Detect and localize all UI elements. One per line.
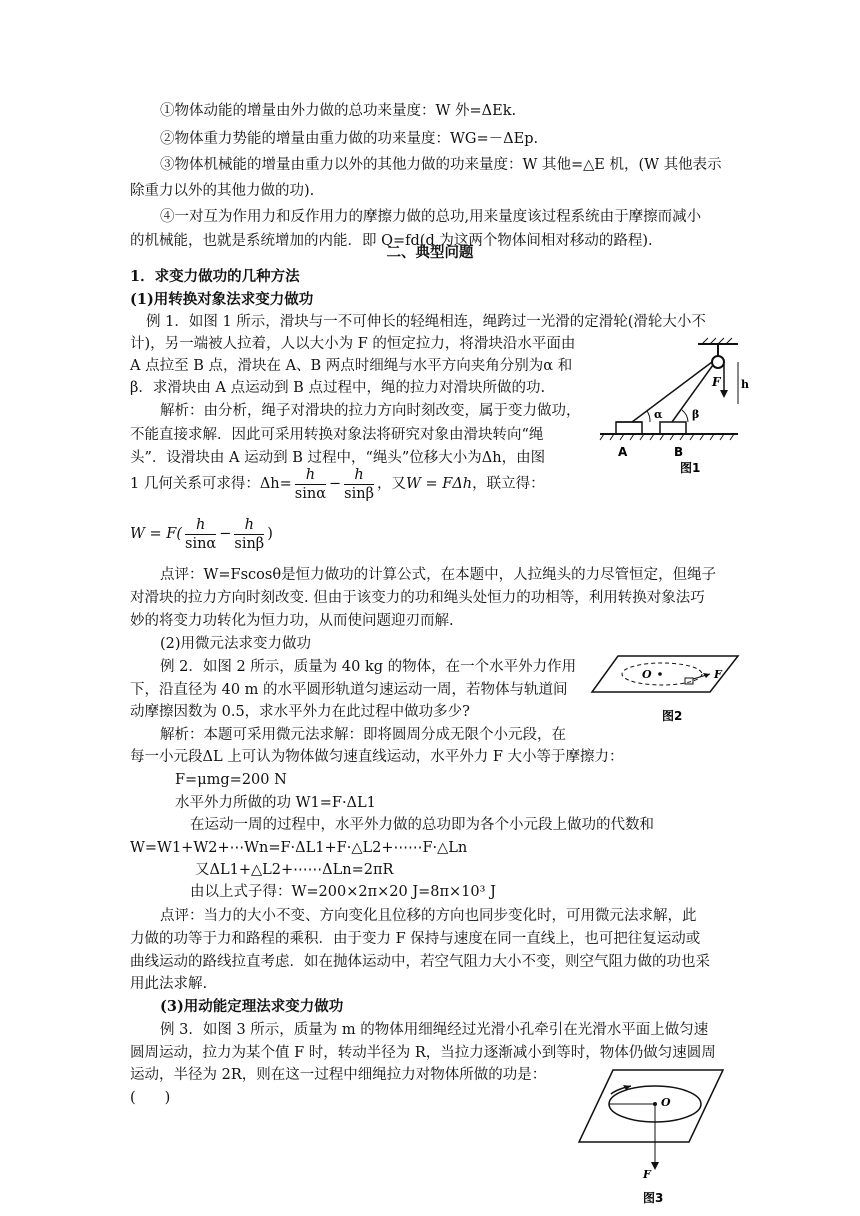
text-line: 曲线运动的路线拉直考虑．如在抛体运动中，若空气阻力大小不变，则空气阻力做的功也采 bbox=[130, 954, 710, 970]
numerator: h bbox=[234, 516, 264, 535]
minus: − bbox=[219, 526, 232, 542]
text: ) bbox=[267, 526, 273, 542]
numerator: h bbox=[185, 516, 216, 535]
text-line: 下，沿直径为 40 m 的水平圆形轨道匀速运动一周，若物体与轨道间 bbox=[130, 682, 568, 698]
heading: (1)用转换对象法求变力做功 bbox=[130, 291, 314, 308]
denominator: sinα bbox=[185, 535, 217, 552]
fig2-label-f: F bbox=[714, 668, 722, 681]
text-line: 计)，另一端被人拉着，人以大小为 F 的恒定拉力，将滑块沿水平面由 bbox=[130, 336, 576, 352]
text-line: 运动，半径为 2R，则在这一过程中细绳拉力对物体所做的功是： bbox=[130, 1067, 547, 1083]
heading: (3)用动能定理法求变力做功 bbox=[160, 998, 344, 1015]
fig1-label-f: F bbox=[712, 375, 721, 389]
fig1-label-h: h bbox=[741, 378, 749, 391]
text-line: 解析：由分析，绳子对滑块的拉力方向时刻改变，属于变力做功， bbox=[160, 403, 581, 419]
text-line: 妙的将变力功转化为恒力功，从而使问题迎刃而解. bbox=[130, 613, 454, 629]
equation: W = FΔh bbox=[405, 476, 473, 492]
text-line: ( ) bbox=[130, 1090, 171, 1106]
fig1-label-beta: β bbox=[692, 408, 700, 421]
equation-line bbox=[130, 512, 730, 556]
text-line: 水平外力所做的功 W1=F·ΔL1 bbox=[175, 795, 376, 811]
text: 1 几何关系可求得：Δh= bbox=[130, 476, 292, 492]
fig1-label-a: A bbox=[618, 445, 628, 459]
text-line: 的机械能，也就是系统增加的内能．即 Q=fd(d 为这两个物体间相对移动的路程). bbox=[130, 233, 653, 249]
heading: 1．求变力做功的几种方法 bbox=[130, 268, 300, 285]
text-line: 又ΔL1+△L2+⋯⋯ΔLn=2πR bbox=[195, 862, 394, 878]
fraction bbox=[185, 516, 216, 553]
text-line: 力做的功等于力和路程的乘积．由于变力 F 保持与速度在同一直线上，也可把往复运动或 bbox=[130, 931, 701, 947]
fig1-label-b: B bbox=[674, 445, 684, 459]
fraction bbox=[295, 466, 326, 503]
figure-1-pulley-diagram bbox=[598, 338, 749, 478]
text-line: 用此法求解. bbox=[130, 976, 208, 992]
fig3-label-f: F bbox=[643, 1168, 651, 1181]
text-line: W=W1+W2+⋯Wn=F·ΔL1+F·△L2+⋯⋯F·△Ln bbox=[130, 840, 468, 856]
fig2-label-o: O bbox=[642, 668, 652, 681]
fig3-caption: 图3 bbox=[643, 1191, 664, 1205]
text-line: ①物体动能的增量由外力做的总功来量度：W 外=ΔEk. bbox=[160, 103, 517, 119]
figure-2-circular-track bbox=[590, 648, 740, 726]
text-line: 不能直接求解．因此可采用转换对象法将研究对象由滑块转向“绳 bbox=[130, 427, 544, 443]
text-line: 例 3．如图 3 所示，质量为 m 的物体用细绳经过光滑小孔牵引在光滑水平面上做匀速 bbox=[160, 1022, 709, 1038]
text-line: ③物体机械能的增量由重力以外的其他力做的功来量度：W 其他=△E 机，(W 其他表示 bbox=[160, 157, 722, 173]
section-title: 二、典型问题 bbox=[386, 244, 474, 261]
denominator: sinβ bbox=[234, 535, 265, 552]
text-line: 动摩擦因数为 0.5，求水平外力在此过程中做功多少? bbox=[130, 704, 470, 720]
text-line: 点评：当力的大小不变、方向变化且位移的方向也同步变化时，可用微元法求解，此 bbox=[160, 908, 697, 924]
text-line: 圆周运动，拉力为某个值 F 时，转动半径为 R，当拉力逐渐减小到等时，物体仍做匀速圆周 bbox=[130, 1045, 716, 1061]
minus: − bbox=[329, 476, 342, 492]
text-line: ②物体重力势能的增量由重力做的功来量度：WG=－ΔEp. bbox=[160, 131, 539, 147]
text-line: 除重力以外的其他力做的功). bbox=[130, 183, 315, 199]
fraction bbox=[234, 516, 264, 553]
heading: (2)用微元法求变力做功 bbox=[160, 636, 312, 652]
text-line: 例 1．如图 1 所示，滑块与一不可伸长的轻绳相连，绳跨过一光滑的定滑轮(滑轮大小不 bbox=[146, 314, 706, 330]
text-line: F=μmg=200 N bbox=[175, 772, 287, 788]
figure-3-hole-circle bbox=[577, 1066, 727, 1216]
numerator: h bbox=[295, 466, 326, 485]
denominator: sinα bbox=[294, 485, 327, 502]
text-line: 点评：W=Fscosθ是恒力做功的计算公式，在本题中，人拉绳头的力尽管恒定，但绳子 bbox=[160, 567, 717, 583]
fig3-label-o: O bbox=[661, 1096, 671, 1109]
text-line: 在运动一周的过程中，水平外力做的总功即为各个小元段上做功的代数和 bbox=[190, 817, 654, 833]
text-line: 对滑块的拉力方向时刻改变. 但由于该变力的功和绳头处恒力的功相等，利用转换对象法巧 bbox=[130, 590, 705, 606]
numerator: h bbox=[344, 466, 374, 485]
text: ，又 bbox=[376, 476, 406, 492]
text-line: β．求滑块由 A 点运动到 B 点过程中，绳的拉力对滑块所做的功. bbox=[130, 380, 546, 396]
fraction bbox=[344, 466, 374, 503]
text-line: 例 2．如图 2 所示，质量为 40 kg 的物体，在一个水平外力作用 bbox=[160, 659, 577, 675]
denominator: sinβ bbox=[344, 485, 374, 502]
text-line: 由以上式子得：W=200×2π×20 J=8π×10³ J bbox=[190, 884, 496, 900]
fig2-caption: 图2 bbox=[662, 709, 683, 723]
text-line: 每一小元段ΔL 上可认为物体做匀速直线运动，水平外力 F 大小等于摩擦力： bbox=[130, 749, 624, 765]
text-line: 解析：本题可采用微元法求解：即将圆周分成无限个小元段，在 bbox=[160, 727, 566, 743]
text-line: A 点拉至 B 点，滑块在 A、B 两点时细绳与水平方向夹角分别为α 和 bbox=[130, 358, 573, 374]
fig1-label-alpha: α bbox=[654, 408, 663, 421]
text-line: ④一对互为作用力和反作用力的摩擦力做的总功,用来量度该过程系统由于摩擦而减小 bbox=[160, 209, 702, 225]
fig1-caption: 图1 bbox=[680, 461, 701, 475]
text-line: 头”．设滑块由 A 运动到 B 过程中，“绳头”位移大小为Δh，由图 bbox=[130, 450, 546, 466]
equation-line bbox=[130, 464, 585, 504]
text: ，联立得： bbox=[472, 476, 545, 492]
equation: W = F( bbox=[130, 526, 182, 542]
